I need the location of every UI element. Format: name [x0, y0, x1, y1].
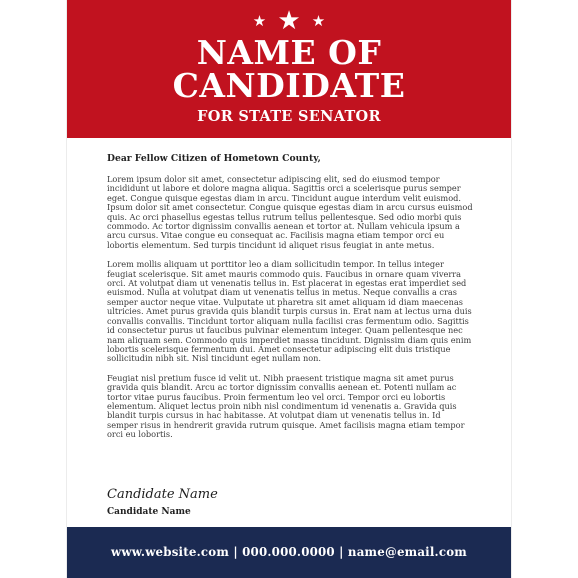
letter-body	[107, 153, 473, 450]
candidate-name-line-2: CANDIDATE	[172, 66, 406, 105]
office-subtitle: FOR STATE SENATOR	[197, 108, 381, 125]
letter-paragraph-2: Lorem mollis aliquam ut porttitor leo a diam sollicitudin tempor. In tellus integer feugiat scelerisque. Sit amet mauris commodo quis. Faucibus in ornare quam viverra orci. At volutpat diam ut venenatis tellus in. Est placerat in egestas erat imperdiet sed euismod. Nulla at volutpat diam ut venenatis tellus in metus. Neque convallis a cras semper auctor neque vitae. Vulputate ut pharetra sit amet aliquam id diam maecenas ultricies. Amet purus gravida quis blandit turpis cursus in. Erat nam at lectus urna duis convallis convallis. Tincidunt tortor aliquam nulla facilisi cras fermentum odio. Sagittis id consectetur purus ut faucibus pulvinar elementum integer. Quam pellentesque nec nam aliquam sem. Commodo quis imperdiet massa tincidunt. Dignissim diam quis enim lobortis scelerisque fermentum dui. Amet consectetur adipiscing elit duis tristique sollicitudin nibh sit. Nisl tincidunt eget nullam non.	[107, 259, 472, 364]
candidate-name-heading	[67, 33, 511, 105]
letter-paragraph-1: Lorem ipsum dolor sit amet, consectetur adipiscing elit, sed do eiusmod tempor incididunt ut labore et dolore magna aliqua. Sagittis orci a scelerisque purus semper eget. Congue quisque egestas diam in arcu. Tincidunt augue interdum velit euismod. Ipsum dolor sit amet consectetur. Congue quisque egestas diam in arcu cursus euismod quis. Ac orci phasellus egestas tellus rutrum tellus pellentesque. Sed odio morbi quis commodo. Ac tortor dignissim convallis aenean et tortor at. Nullam vehicula ipsum a arcu cursus. Vitae congue eu consequat ac. Facilisis magna etiam tempor orci eu lobortis elementum. Sed turpis tincidunt id aliquet risus feugiat in ante metus.	[107, 174, 473, 250]
flyer-page	[67, 0, 511, 578]
letter-paragraph-3: Feugiat nisl pretium fusce id velit ut. Nibh praesent tristique magna sit amet purus gravida quis blandit. Arcu ac tortor dignissim convallis aenean et. Potenti nullam ac tortor vitae purus faucibus. Proin fermentum leo vel orci. Tempor orci eu lobortis elementum. Aliquet lectus proin nibh nisl condimentum id venenatis a. Gravida quis blandit turpis cursus in hac habitasse. At volutpat diam ut venenatis tellus in. Id semper risus in hendrerit gravida rutrum quisque. Amet facilisis magna etiam tempor orci eu lobortis.	[107, 372, 465, 440]
handwritten-signature: Candidate Name	[107, 487, 218, 502]
stars-row	[67, 8, 511, 34]
star-icon: ★	[277, 6, 301, 36]
contact-info: www.website.com | 000.000.0000 | name@email.com	[111, 545, 467, 559]
signer-name: Candidate Name	[107, 507, 191, 517]
star-icon: ★	[311, 11, 326, 30]
star-icon: ★	[252, 11, 267, 30]
salutation: Dear Fellow Citizen of Hometown County,	[107, 153, 321, 164]
candidate-name-line-1: NAME OF	[196, 33, 382, 72]
footer-bar	[67, 527, 511, 578]
header-banner	[67, 0, 511, 138]
